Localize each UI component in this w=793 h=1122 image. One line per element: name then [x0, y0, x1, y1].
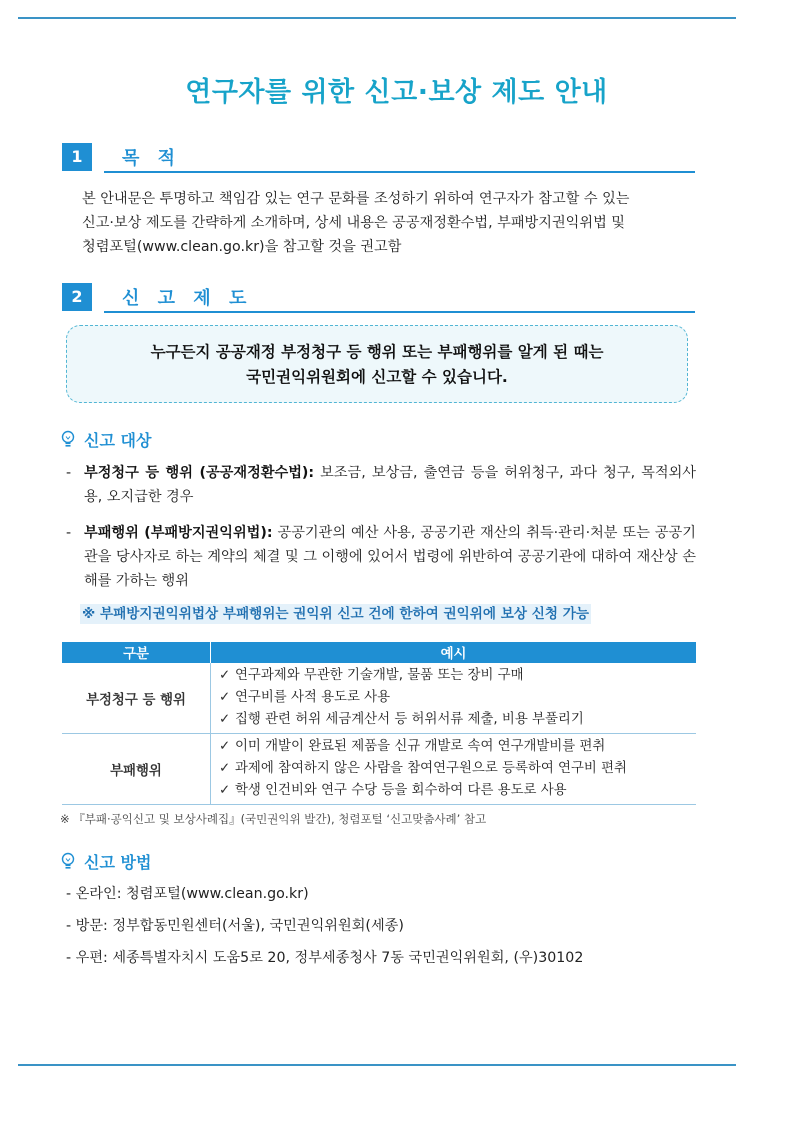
section-title: 신 고 제 도 — [122, 288, 253, 309]
method-visit: - 방문: 정부합동민원센터(서울), 국민권익위원회(세종) — [66, 918, 404, 934]
example-item — [219, 780, 696, 802]
bottom-rule — [18, 1064, 736, 1066]
callout-line: 누구든지 공공재정 부정청구 등 행위 또는 부패행위를 알게 된 때는 — [150, 343, 604, 361]
example-item — [219, 665, 696, 687]
row-category: 부패행위 — [62, 734, 211, 805]
page-title: 연구자를 위한 신고·보상 제도 안내 — [185, 77, 608, 108]
item-body — [84, 461, 696, 509]
example-text: 이미 개발이 완료된 제품을 신규 개발로 속여 연구개발비를 편취 — [235, 739, 606, 754]
example-text: 과제에 참여하지 않은 사람을 참여연구원으로 등록하여 연구비 편취 — [235, 761, 627, 776]
row-category: 부정청구 등 행위 — [62, 663, 211, 734]
purpose-paragraph — [82, 187, 696, 259]
item-dash: - — [66, 465, 72, 481]
target-item — [66, 521, 696, 593]
section-underline — [104, 171, 695, 173]
item-term: 부정청구 등 행위 (공공재정환수법): — [84, 465, 315, 481]
section-number: 2 — [62, 283, 92, 311]
example-text: 집행 관련 허위 세금계산서 등 허위서류 제출, 비용 부풀리기 — [235, 712, 584, 727]
source-note: ※ 『부패·공익신고 및 보상사례집』(국민권익위 발간), 청렴포털 ‘신고맞춤사례’ 참고 — [60, 812, 487, 826]
column-header: 구분 — [62, 642, 211, 663]
target-item — [66, 461, 696, 509]
top-rule — [18, 17, 736, 19]
section-1-header — [62, 143, 695, 173]
example-item — [219, 709, 696, 731]
section-2-header — [62, 283, 695, 313]
table-header-row — [62, 642, 696, 663]
section-number: 1 — [62, 143, 92, 171]
callout-line: 국민권익위원회에 신고할 수 있습니다. — [246, 368, 508, 386]
subheading-label: 신고 대상 — [84, 431, 152, 450]
example-item — [219, 758, 696, 780]
item-dash: - — [66, 525, 72, 541]
example-text: 연구비를 사적 용도로 사용 — [235, 690, 391, 705]
check-icon: ✓ — [219, 761, 231, 776]
check-icon: ✓ — [219, 690, 231, 705]
purpose-line: 본 안내문은 투명하고 책임감 있는 연구 문화를 조성하기 위하여 연구자가 참고할 수 있는 — [82, 191, 630, 207]
purpose-line: 신고·보상 제도를 간략하게 소개하며, 상세 내용은 공공재정환수법, 부패방지권익위법 및 — [82, 215, 625, 231]
column-header: 예시 — [211, 642, 697, 663]
item-body — [84, 521, 696, 593]
example-item — [219, 736, 696, 758]
example-item — [219, 687, 696, 709]
lightbulb-icon — [60, 430, 76, 448]
purpose-line: 청렴포털(www.clean.go.kr)을 참고할 것을 권고함 — [82, 239, 402, 255]
check-icon: ✓ — [219, 739, 231, 754]
section-underline — [104, 311, 695, 313]
lightbulb-icon — [60, 852, 76, 870]
item-term: 부패행위 (부패방지권익위법): — [84, 525, 273, 541]
example-text: 연구과제와 무관한 기술개발, 물품 또는 장비 구매 — [235, 668, 524, 683]
example-text: 학생 인건비와 연구 수당 등을 회수하여 다른 용도로 사용 — [235, 783, 567, 798]
check-icon: ✓ — [219, 712, 231, 727]
row-examples — [211, 663, 697, 734]
item-description: 공공기관의 예산 사용, 공공기관 재산의 취득·관리·처분 또는 공공기관을 당사자로 하는 계약의 체결 및 그 이행에 있어서 법령에 위반하여 공공기관에 대하여 재산상 손해를 가하는 행위 — [84, 525, 696, 589]
row-examples — [211, 734, 697, 805]
check-icon: ✓ — [219, 783, 231, 798]
check-icon: ✓ — [219, 668, 231, 683]
table-row — [62, 734, 696, 805]
method-online: - 온라인: 청렴포털(www.clean.go.kr) — [66, 886, 309, 902]
table-row — [62, 663, 696, 734]
subheading-label: 신고 방법 — [84, 853, 152, 872]
callout-box — [66, 325, 688, 403]
reward-note: ※ 부패방지권익위법상 부패행위는 권익위 신고 건에 한하여 권익위에 보상 신청 가능 — [82, 606, 590, 622]
item-description: 보조금, 보상금, 출연금 등을 허위청구, 과다 청구, 목적외사용, 오지급한 경우 — [84, 465, 696, 505]
method-mail: - 우편: 세종특별자치시 도움5로 20, 정부세종청사 7동 국민권익위원회, (우)30102 — [66, 950, 584, 966]
section-title: 목 적 — [122, 148, 182, 169]
examples-table — [62, 642, 696, 805]
